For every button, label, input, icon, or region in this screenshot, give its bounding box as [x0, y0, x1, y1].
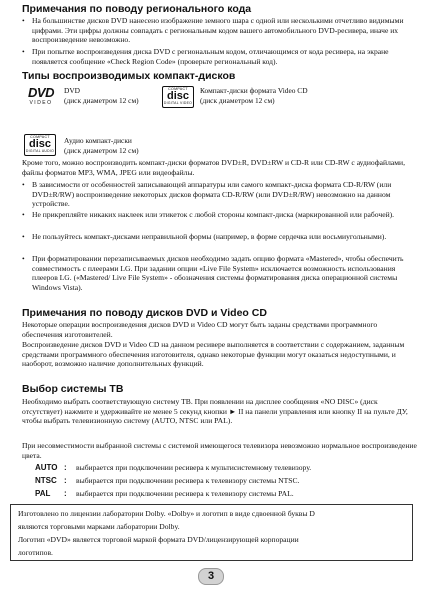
disc-types-intro: Кроме того, можно воспроизводить компакт-диски форматов DVD±R, DVD±RW и CD-R или CD-RW с аудиофайлами, файлы форматов MP3, WMA, JPEG или видеофайлы. [22, 158, 406, 177]
bullet-mark: • [22, 180, 25, 189]
bullet-text: В зависимости от особенностей записывающей аппаратуры или самого компакт-диска формата CD-R/RW (или DVD±R/RW) воспроизведение некоторых дисков формата CD-R/RW (или DVD±R/RW) невозможно на данном устройстве. [32, 180, 392, 209]
video-cd-logo [162, 86, 194, 108]
bullet-text: На большинстве дисков DVD нанесено изображение земного шара с одной или несколькими отчетливо видимыми цифрами. Эти цифры должны совпадать с региональным кодом вашего автомобильного DVD-ресивера, иначе их воспроизведение невозможно. [32, 16, 404, 45]
audio-cd-label [64, 136, 139, 155]
tv-paragraph-1: Необходимо выбрать соответствующую систему ТВ. При появлении на дисплее сообщения «NO DISC» (диск отсутствует) нажмите и удерживайте не менее 5 секунд кнопки ► II на панели управления или кнопку II на пульте ДУ, чтобы выбрать телевизионную систему (AUTO, NTSC или PAL). [22, 397, 408, 426]
acd-logo-top: COMPACT [30, 135, 50, 139]
disc-types-heading: Типы воспроизводимых компакт-дисков [22, 70, 236, 82]
disc-bullet [22, 254, 417, 292]
bullet-mark: • [22, 16, 25, 25]
dvd-label-line2: (диск диаметром 12 см) [64, 95, 139, 105]
acd-label-line2: (диск диаметром 12 см) [64, 145, 139, 155]
page-number: 3 [198, 568, 224, 585]
notice-line-4: логотипов. [18, 548, 53, 557]
notice-line-2: являются торговыми марками лаборатории Dolby. [18, 522, 180, 531]
notice-line-3: Логотип «DVD» является торговой маркой формата DVD/лицензирующей корпорации [18, 535, 299, 544]
bullet-mark: • [22, 210, 25, 219]
dvd-video-logo [24, 86, 58, 108]
vcd-label-line1: Компакт-диски формата Video CD [200, 86, 308, 95]
dvd-logo-subtext: VIDEO [29, 100, 53, 106]
dvd-label [64, 86, 139, 105]
bullet-text: При форматировании перезаписываемых дисков необходимо задать опцию формата «Mastered», чтобы обеспечить совместимость с плеерами LG. При задании опции «Live File System» исключается возможность использования плееров LG. («Mastered/ Live File System» - обозначения системы форматирования диска операционной системы Windows Vista). [32, 254, 404, 292]
tv-mode-name: NTSC [35, 476, 57, 485]
tv-mode-name: AUTO [35, 463, 58, 472]
acd-logo-text: disc [28, 138, 51, 150]
region-bullet [22, 16, 417, 45]
tv-system-heading: Выбор системы ТВ [22, 383, 124, 395]
acd-label-line1: Аудио компакт-диски [64, 136, 132, 145]
acd-logo-subtext: DIGITAL AUDIO [25, 149, 55, 153]
tv-mode-colon: : [64, 489, 67, 498]
bullet-text: При попытке воспроизведения диска DVD с региональным кодом, отличающимся от кода ресивера, на экране появляется сообщение «Check Region Code» (проверьте региональный код). [32, 47, 389, 66]
tv-mode-desc: выбирается при подключении ресивера к телевизору системы NTSC. [76, 476, 300, 485]
disc-bullet [22, 210, 417, 220]
vcd-logo-text: disc [166, 90, 189, 102]
bullet-text: Не прикрепляйте никаких наклеек или этикеток с любой стороны компакт-диска (маркированной или рабочей). [32, 210, 395, 219]
tv-mode-desc: выбирается при подключении ресивера к телевизору системы PAL. [76, 489, 294, 498]
tv-mode-name: PAL [35, 489, 51, 498]
vcd-label [200, 86, 308, 105]
audio-cd-logo [24, 134, 56, 156]
bullet-text: Не пользуйтесь компакт-дисками неправильной формы (например, в форме сердечка или восьмиугольными). [32, 232, 387, 241]
bullet-mark: • [22, 232, 25, 241]
tv-paragraph-2: При несовместимости выбранной системы с системой имеющегося телевизора невозможно нормальное воспроизведение цвета. [22, 441, 417, 460]
vcd-logo-subtext: DIGITAL VIDEO [163, 101, 193, 105]
vcd-label-line2: (диск диаметром 12 см) [200, 95, 275, 105]
dvd-vcd-notes-heading: Примечания по поводу дисков DVD и Video CD [22, 307, 267, 319]
disc-bullet [22, 180, 417, 209]
dvd-label-line1: DVD [64, 86, 81, 95]
notice-line-1: Изготовлено по лицензии лаборатории Dolby. «Dolby» и логотип в виде сдвоенной буквы D [18, 509, 315, 518]
bullet-mark: • [22, 254, 25, 263]
region-code-heading: Примечания по поводу регионального кода [22, 3, 252, 15]
dvd-logo-text: DVD [28, 85, 54, 100]
tv-mode-desc: выбирается при подключении ресивера к мультисистемному телевизору. [76, 463, 312, 472]
vcd-logo-top: COMPACT [168, 87, 188, 91]
license-notice-box [10, 504, 413, 561]
region-bullet [22, 47, 417, 66]
tv-mode-colon: : [64, 463, 67, 472]
tv-mode-colon: : [64, 476, 67, 485]
bullet-mark: • [22, 47, 25, 56]
notes-paragraph-1: Некоторые операции воспроизведения дисков DVD и Video CD могут быть заданы средствами программного обеспечения изготовителей. [22, 320, 378, 339]
disc-bullet [22, 232, 417, 242]
notes-paragraph-2: Воспроизведение дисков DVD и Video CD на данном ресивере выполняется в соответствии с содержанием, заданным средствами программного обеспечения изготовителя, однако некоторые функции могут оказаться недоступными, и наоборот, возможно наличие дополнительных функций. [22, 340, 405, 369]
